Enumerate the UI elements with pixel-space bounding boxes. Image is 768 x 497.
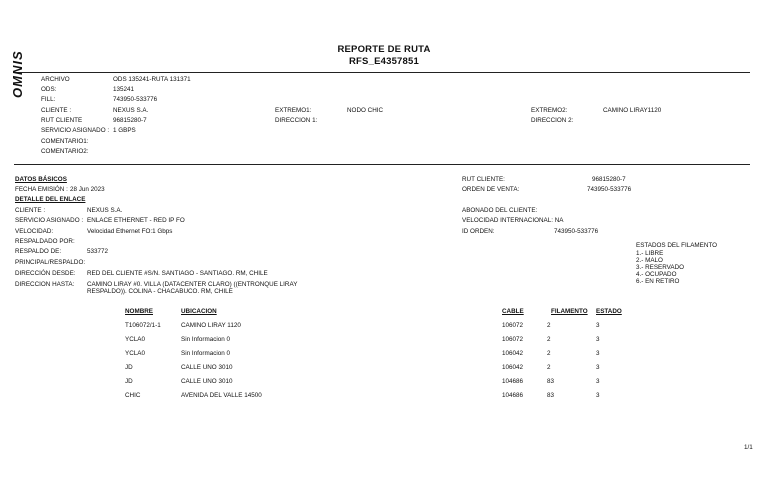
extremo1-value: NODO CHIC (347, 107, 384, 114)
abonado-label: ABONADO DEL CLIENTE: (462, 207, 538, 214)
servicio-value: 1 GBPS (113, 127, 136, 134)
vel-int-label: VELOCIDAD INTERNACIONAL: NA (462, 217, 564, 224)
cell-filamento: 2 (547, 322, 551, 329)
id-orden-label: ID ORDEN: (462, 228, 495, 235)
extremo2-label: EXTREMO2: (531, 107, 568, 114)
orden-label: ORDEN DE VENTA: (462, 186, 520, 193)
estado-item: 4.- OCUPADO (636, 271, 677, 278)
comentario1-label: COMENTARIO1: (41, 138, 89, 145)
col-header-nombre: NOMBRE (125, 308, 153, 315)
basic-heading: DATOS BÁSICOS (15, 176, 67, 183)
cliente-label: CLIENTE : (41, 107, 72, 114)
archivo-label: ARCHIVO (41, 76, 70, 83)
hasta-value: CAMINO LIRAY #0. VILLA (DATACENTER CLARO) ((ENTRONQUE LIRAY RESPALDO)). COLINA - CHACABUCO. RM, CHILE (87, 281, 298, 295)
cell-ubicacion: Sin Informacion 0 (181, 350, 231, 357)
orden-value: 743950-533776 (587, 186, 632, 193)
detail-servicio-value: ENLACE ETHERNET - RED IP FO (87, 217, 185, 224)
cell-filamento: 83 (547, 392, 555, 399)
cell-cable: 104686 (502, 378, 524, 385)
estado-item: 1.- LIBRE (636, 250, 664, 257)
cell-ubicacion: CALLE UNO 3010 (181, 364, 233, 371)
cell-cable: 106042 (502, 350, 524, 357)
detail-servicio-label: SERVICIO ASIGNADO : (15, 217, 84, 224)
cell-ubicacion: Sin Informacion 0 (181, 336, 231, 343)
page-number: 1/1 (744, 444, 753, 451)
archivo-value: ODS 135241-RUTA 131371 (113, 76, 191, 83)
col-header-estado: ESTADO (596, 308, 622, 315)
cell-nombre: JD (125, 378, 133, 385)
detail-cliente-value: NEXUS S.A. (87, 207, 123, 214)
id-orden-value: 743950-533776 (554, 228, 599, 235)
basic-rut-value: 96815280-7 (592, 176, 626, 183)
col-header-ubicacion: UBICACION (181, 308, 217, 315)
cell-filamento: 2 (547, 336, 551, 343)
detail-heading: DETALLE DEL ENLACE (15, 196, 86, 203)
velocidad-value: Velocidad Ethernet FO:1 Gbps (87, 228, 173, 235)
cell-nombre: JD (125, 364, 133, 371)
comentario2-label: COMENTARIO2: (41, 148, 89, 155)
hasta-label: DIRECCION HASTA: (15, 281, 75, 288)
ods-value: 135241 (113, 86, 135, 93)
cell-cable: 106042 (502, 364, 524, 371)
respaldo-label: RESPALDO DE: (15, 248, 62, 255)
velocidad-label: VELOCIDAD: (15, 228, 54, 235)
cell-filamento: 2 (547, 364, 551, 371)
estado-item: 6.- EN RETIRO (636, 278, 680, 285)
fecha-label: FECHA EMISIÓN : (15, 186, 68, 193)
fecha-value: 28 Jun 2023 (70, 186, 105, 193)
desde-value: RED DEL CLIENTE #S/N. SANTIAGO - SANTIAGO. RM, CHILE (87, 270, 268, 277)
desde-label: DIRECCIÓN DESDE: (15, 270, 76, 277)
header-top-rule (14, 72, 750, 73)
col-header-filamento: FILAMENTO (551, 308, 588, 315)
cell-nombre: CHIC (125, 392, 141, 399)
respaldo-value: 533772 (87, 248, 109, 255)
report-title: REPORTE DE RUTA (337, 44, 431, 55)
cell-estado: 3 (596, 392, 600, 399)
ods-label: ODS: (41, 86, 57, 93)
col-header-cable: CABLE (502, 308, 524, 315)
omnis-logo: OMNIS (10, 50, 25, 98)
cell-nombre: T106072/1-1 (125, 322, 161, 329)
rut-value: 96815280-7 (113, 117, 147, 124)
extremo2-value: CAMINO LIRAY1120 (603, 107, 662, 114)
estado-item: 3.- RESERVADO (636, 264, 685, 271)
respaldado-label: RESPALDADO POR: (15, 238, 75, 245)
cell-estado: 3 (596, 336, 600, 343)
cell-nombre: YCLA0 (125, 336, 145, 343)
fill-label: FILL: (41, 96, 56, 103)
cell-estado: 3 (596, 364, 600, 371)
estado-item: 2.- MALO (636, 257, 663, 264)
direccion2-label: DIRECCION 2: (531, 117, 574, 124)
cell-cable: 106072 (502, 322, 524, 329)
cell-ubicacion: AVENIDA DEL VALLE 14500 (181, 392, 262, 399)
report-code: RFS_E4357851 (348, 56, 419, 67)
cell-ubicacion: CAMINO LIRAY 1120 (181, 322, 241, 329)
cell-cable: 104686 (502, 392, 524, 399)
estados-title: ESTADOS DEL FILAMENTO (636, 242, 718, 249)
detail-cliente-label: CLIENTE : (15, 207, 46, 214)
rut-label: RUT CLIENTE (41, 117, 83, 124)
cell-ubicacion: CALLE UNO 3010 (181, 378, 233, 385)
cell-filamento: 2 (547, 350, 551, 357)
extremo1-label: EXTREMO1: (275, 107, 312, 114)
cell-estado: 3 (596, 322, 600, 329)
cell-cable: 106072 (502, 336, 524, 343)
basic-rut-label: RUT CLIENTE: (462, 176, 505, 183)
cell-estado: 3 (596, 350, 600, 357)
cell-filamento: 83 (547, 378, 555, 385)
fill-value: 743950-533776 (113, 96, 158, 103)
cell-estado: 3 (596, 378, 600, 385)
cell-nombre: YCLA0 (125, 350, 145, 357)
direccion1-label: DIRECCION 1: (275, 117, 318, 124)
servicio-label: SERVICIO ASIGNADO : (41, 127, 110, 134)
principal-label: PRINCIPAL/RESPALDO: (15, 259, 86, 266)
header-bottom-rule (14, 164, 750, 165)
cliente-value: NEXUS S.A. (113, 107, 149, 114)
